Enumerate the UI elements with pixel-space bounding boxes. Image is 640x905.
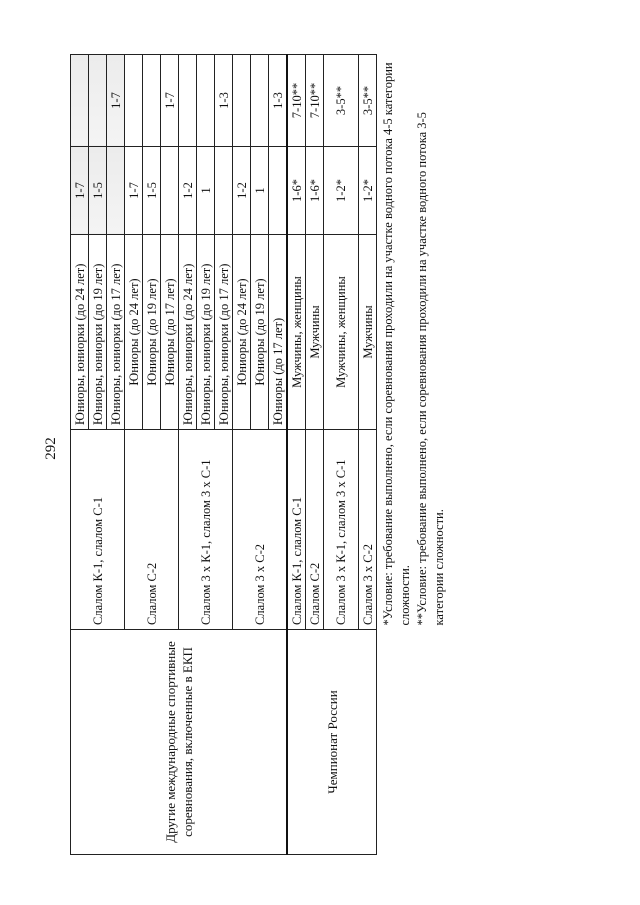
value-cell: 7-10** [287,55,306,147]
rotated-table-container [70,55,630,855]
age-cell: Юниоры (до 19 лет) [251,235,269,430]
value-cell [179,55,197,147]
value-cell [215,147,233,235]
age-cell: Юниоры (до 24 лет) [233,235,251,430]
competition-cell: Чемпионат России [287,630,377,855]
value-cell [89,55,107,147]
footnotes [377,55,449,630]
age-cell: Юниоры (до 17 лет) [269,235,288,430]
discipline-cell: Слалом К-1, слалом С-1 [71,430,125,630]
value-cell: 1-2 [233,147,251,235]
value-cell: 1-3 [269,55,288,147]
discipline-cell: Слалом 3 х С-2 [359,430,377,630]
value-cell [125,55,143,147]
age-cell: Юниоры (до 19 лет) [143,235,161,430]
value-cell: 1-2 [179,147,197,235]
value-cell: 1-7 [107,55,125,147]
age-cell: Юниоры, юниорки (до 24 лет) [71,235,89,430]
value-cell [71,55,89,147]
value-cell: 1-2* [324,147,359,235]
age-cell: Мужчины [359,235,377,430]
discipline-cell: Слалом 3 х К-1, слалом 3 х С-1 [179,430,233,630]
value-cell: 1 [197,147,215,235]
competition-cell: Другие международные спортивные соревнования, включенные в ЕКП [71,630,288,855]
footnote-2: **Условие: требование выполнено, если соревнования проходили на участке водного потока 3-5 категории сложности. [415,112,446,626]
age-cell: Юниоры (до 24 лет) [125,235,143,430]
value-cell: 3-5** [324,55,359,147]
table-row [287,55,306,855]
age-cell: Юниоры (до 17 лет) [161,235,179,430]
value-cell: 1-6* [287,147,306,235]
discipline-cell: Слалом С-2 [125,430,179,630]
table-row [71,55,89,855]
value-cell: 1-5 [89,147,107,235]
age-cell: Юниоры, юниорки (до 19 лет) [197,235,215,430]
age-cell: Юниоры, юниорки (до 19 лет) [89,235,107,430]
value-cell [233,55,251,147]
value-cell [107,147,125,235]
value-cell: 1-7 [125,147,143,235]
age-cell: Мужчины [306,235,324,430]
value-cell [197,55,215,147]
age-cell: Юниоры, юниорки (до 17 лет) [215,235,233,430]
value-cell [251,55,269,147]
age-cell: Мужчины, женщины [324,235,359,430]
value-cell: 1-7 [71,147,89,235]
discipline-cell: Слалом 3 х К-1, слалом 3 х С-1 [324,430,359,630]
page-number: 292 [42,437,59,460]
value-cell: 1-7 [161,55,179,147]
age-cell: Мужчины, женщины [287,235,306,430]
notes-row [377,55,449,855]
footnote-1: *Условие: требование выполнено, если соревнования проходили на участке водного потока 4-5 категории сложности. [381,62,412,626]
age-cell: Юниоры, юниорки (до 24 лет) [179,235,197,430]
value-cell: 1-2* [359,147,377,235]
value-cell: 1-5 [143,147,161,235]
value-cell: 3-5** [359,55,377,147]
discipline-cell: Слалом К-1, слалом С-1 [287,430,306,630]
value-cell: 1-3 [215,55,233,147]
age-cell: Юниоры, юниорки (до 17 лет) [107,235,125,430]
value-cell: 1 [251,147,269,235]
value-cell [161,147,179,235]
discipline-cell: Слалом С-2 [306,430,324,630]
value-cell [269,147,288,235]
rank-requirements-table [70,54,448,855]
value-cell: 1-6* [306,147,324,235]
value-cell [143,55,161,147]
value-cell: 7-10** [306,55,324,147]
discipline-cell: Слалом 3 х С-2 [233,430,288,630]
